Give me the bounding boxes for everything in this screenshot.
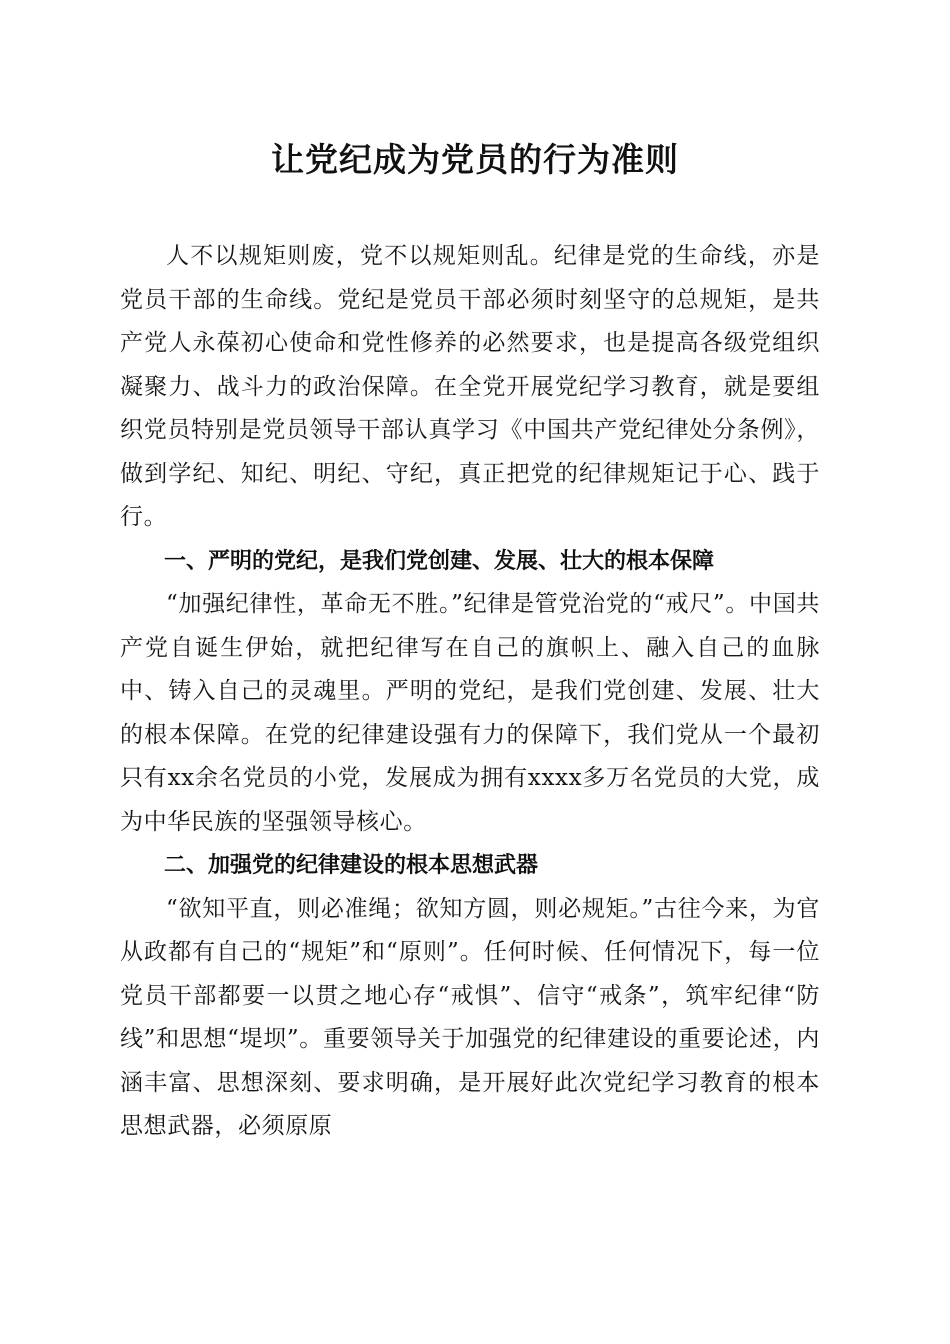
- section-1-heading: 一、严明的党纪，是我们党创建、发展、壮大的根本保障: [164, 548, 715, 574]
- section-2-heading: 二、加强党的纪律建设的根本思想武器: [164, 853, 539, 878]
- document-body: [120, 235, 820, 1149]
- intro-paragraph: 人不以规矩则废，党不以规矩则乱。纪律是党的生命线，亦是党员干部的生命线。党纪是党员干部必须时刻坚守的总规矩，是共产党人永葆初心使命和党性修养的必然要求，也是提高各级党组织凝聚力、战斗力的政治保障。在全党开展党纪学习教育，就是要组织党员特别是党员领导干部认真学习《中国共产党纪律处分条例》，做到学纪、知纪、明纪、守纪，真正把党的纪律规矩记于心、践于行。: [120, 243, 820, 530]
- section-2-paragraph: “欲知平直，则必准绳；欲知方圆，则必规矩。”古往今来，为官从政都有自己的“规矩”和“原则”。任何时候、任何情况下，每一位党员干部都要一以贯之地心存“戒惧”、信守“戒条”，筑牢纪律“防线”和思想“堤坝”。重要领导关于加强党的纪律建设的重要论述，内涵丰富、思想深刻、要求明确，是开展好此次党纪学习教育的根本思想武器，必须原原: [120, 895, 820, 1139]
- document-title: 让党纪成为党员的行为准则: [271, 140, 679, 179]
- section-1-paragraph: “加强纪律性，革命无不胜。”纪律是管党治党的“戒尺”。中国共产党自诞生伊始，就把纪律写在自己的旗帜上、融入自己的血脉中、铸入自己的灵魂里。严明的党纪，是我们党创建、发展、壮大的根本保障。在党的纪律建设强有力的保障下，我们党从一个最初只有xx余名党员的小党，发展成为拥有xxxx多万名党员的大党，成为中华民族的坚强领导核心。: [120, 591, 820, 835]
